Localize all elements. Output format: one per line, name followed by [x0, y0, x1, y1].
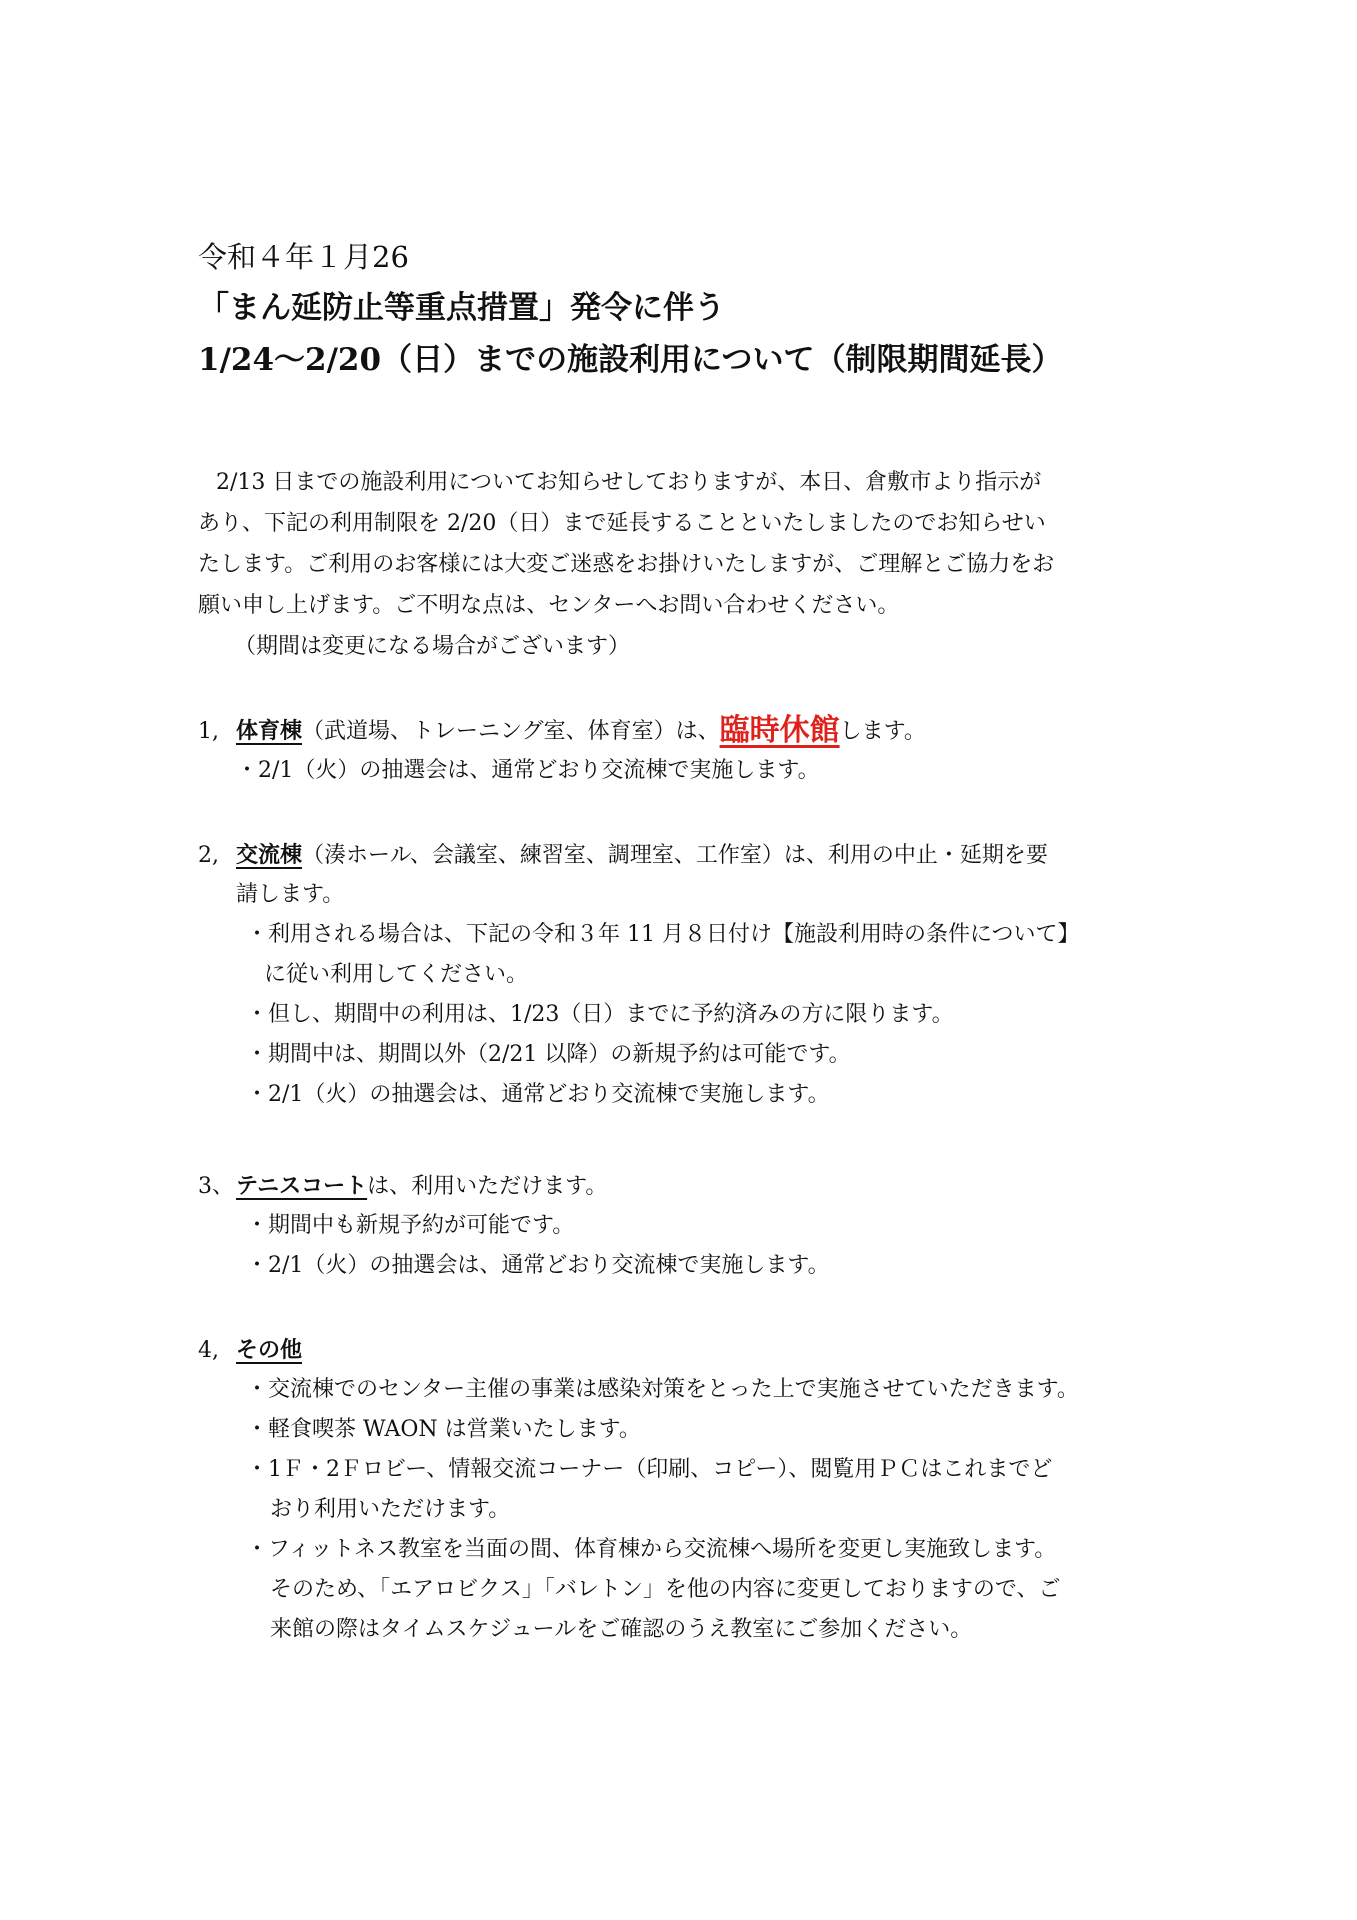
bullet-item-continued: そのため、「エアロビクス」「バレトン」を他の内容に変更しておりますので、ご [270, 1577, 1061, 1602]
bullet-item: ・軽食喫茶 WAON は営業いたします。 [246, 1417, 641, 1442]
document-title-line-1: 「まん延防止等重点措置」発令に伴う [198, 290, 725, 326]
section-number: 3、 [198, 1174, 234, 1199]
section-heading-line [198, 835, 1198, 875]
section-heading: 体育棟 [236, 718, 303, 744]
section-text: （武道場、トレーニング室、体育室）は、 [302, 719, 720, 744]
document-date: 令和４年１月26 [198, 240, 409, 274]
section-heading-line [198, 711, 1198, 751]
intro-paragraph [198, 462, 1178, 667]
bullet-item-continued: に従い利用してください。 [264, 962, 529, 987]
bullet-item: ・利用される場合は、下記の令和３年 11 月８日付け【施設利用時の条件について】 [246, 922, 1080, 947]
intro-line: 2/13 日までの施設利用についてお知らせしておりますが、本日、倉敷市より指示が [216, 470, 1042, 495]
section-heading-line [198, 1330, 1198, 1370]
bullet-item: ・2/1（火）の抽選会は、通常どおり交流棟で実施します。 [246, 1082, 830, 1107]
document-title-line-2: 1/24〜2/20（日）までの施設利用について（制限期間延長） [198, 342, 1063, 378]
temporary-closure-highlight: 臨時休館 [719, 713, 840, 748]
section-tennis-court [198, 1166, 1198, 1286]
section-heading: その他 [236, 1337, 303, 1363]
section-gym-building [198, 711, 1198, 791]
section-text: は、利用いただけます。 [367, 1174, 608, 1199]
bullet-item: ・期間中も新規予約が可能です。 [246, 1213, 575, 1238]
section-text: （湊ホール、会議室、練習室、調理室、工作室）は、利用の中止・延期を要 [302, 843, 1048, 868]
intro-line: 願い申し上げます。ご不明な点は、センターへお問い合わせください。 [198, 593, 900, 618]
section-text: します。 [839, 719, 926, 744]
bullet-item: ・フィットネス教室を当面の間、体育棟から交流棟へ場所を変更し実施致します。 [246, 1537, 1057, 1562]
intro-note: （期間は変更になる場合がございます） [234, 634, 631, 659]
section-text-continued: 請します。 [236, 882, 345, 907]
bullet-item: ・但し、期間中の利用は、1/23（日）までに予約済みの方に限ります。 [246, 1002, 954, 1027]
section-heading: 交流棟 [236, 842, 303, 868]
section-other [198, 1330, 1198, 1650]
section-exchange-building [198, 835, 1198, 1115]
section-number: 2, [198, 843, 219, 868]
section-heading: テニスコート [236, 1173, 368, 1199]
intro-line: たします。ご利用のお客様には大変ご迷惑をお掛けいたしますが、ご理解とご協力をお [198, 552, 1055, 577]
document-header [198, 232, 1198, 386]
bullet-item: ・2/1（火）の抽選会は、通常どおり交流棟で実施します。 [236, 758, 820, 783]
bullet-item: ・交流棟でのセンター主催の事業は感染対策をとった上で実施させていただきます。 [246, 1377, 1079, 1402]
intro-line: あり、下記の利用制限を 2/20（日）まで延長することといたしましたのでお知らせい [198, 511, 1046, 536]
section-number: 1, [198, 719, 219, 744]
bullet-item-continued: 来館の際はタイムスケジュールをご確認のうえ教室にご参加ください。 [270, 1617, 973, 1642]
section-number: 4, [198, 1338, 219, 1363]
bullet-item: ・期間中は、期間以外（2/21 以降）の新規予約は可能です。 [246, 1042, 851, 1067]
section-heading-line [198, 1166, 1198, 1206]
bullet-item: ・1Ｆ・2Ｆロビー、情報交流コーナー（印刷、コピー）、閲覧用ＰＣはこれまでど [246, 1457, 1053, 1482]
bullet-item-continued: おり利用いただけます。 [270, 1497, 511, 1522]
bullet-item: ・2/1（火）の抽選会は、通常どおり交流棟で実施します。 [246, 1253, 830, 1278]
